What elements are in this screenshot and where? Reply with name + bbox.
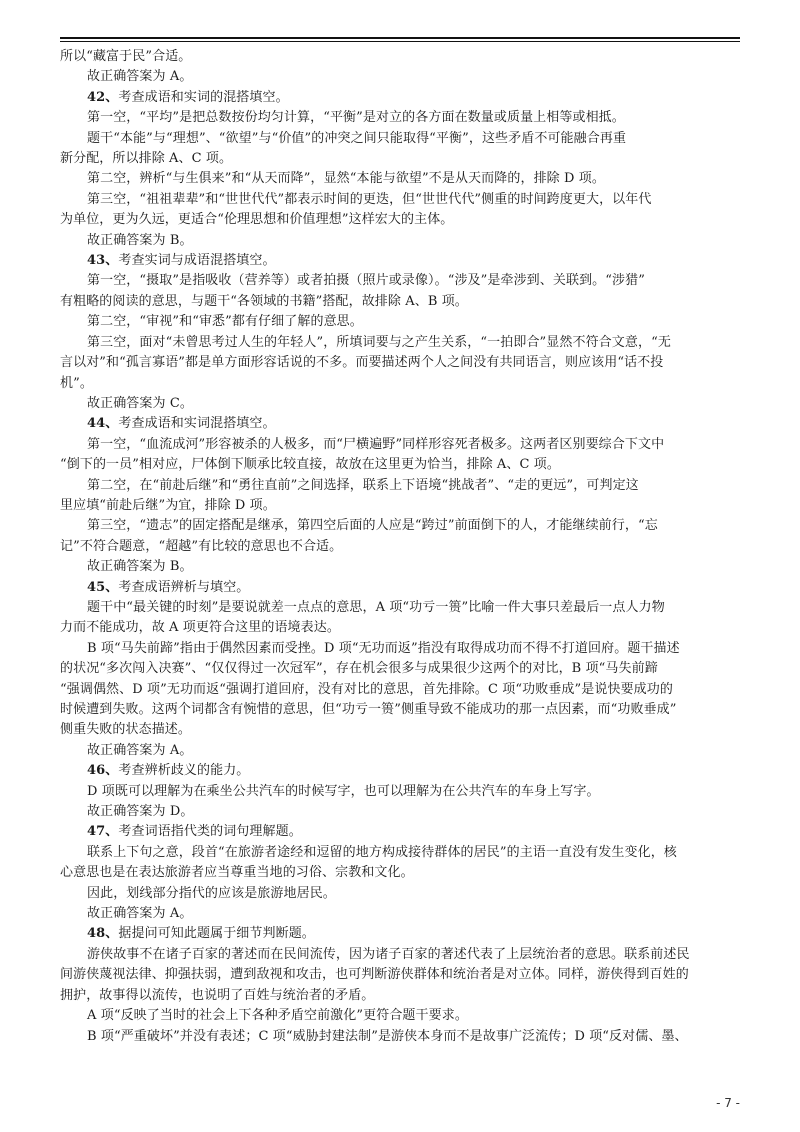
line-text: A 项“反映了当时的社会上下各种矛盾空前激化”更符合题干要求。 [87,1008,468,1024]
text-line [60,884,740,904]
question-heading [60,924,740,944]
text-line [60,680,740,700]
line-text: 言以对”和“孤言寡语”都是单方面形容话说的不多。而要描述两个人之间没有共同语言，则应该用“话不投 [60,355,664,371]
question-number: 46、 [87,763,119,779]
page-number: - 7 - [716,1096,740,1110]
text-line [60,312,740,332]
line-text: 考查成语和实词混搭填空。 [118,416,276,432]
line-text: 故正确答案为 A。 [87,742,193,758]
text-line [60,271,740,291]
text-line [60,210,740,230]
text-line [60,618,740,638]
text-line [60,986,740,1006]
text-line [60,598,740,618]
text-line [60,965,740,985]
line-text: 故正确答案为 D。 [87,804,194,820]
question-number: 47、 [87,824,119,840]
question-heading [60,251,740,271]
text-line [60,149,740,169]
question-heading [60,88,740,108]
line-text: 考查成语辨析与填空。 [118,579,250,595]
text-line [60,67,740,87]
line-text: 故正确答案为 B。 [87,232,193,248]
text-line [60,904,740,924]
line-text: D 项既可以理解为在乘坐公共汽车的时候写字，也可以理解为在公共汽车的车身上写字。 [87,783,600,799]
line-text: 第一空，“摄取”是指吸收（营养等）或者拍摄（照片或录像）。“涉及”是牵涉到、关联到。“涉猎” [87,273,645,289]
text-line [60,720,740,740]
line-text: 的状况“多次闯入决赛”、“仅仅得过一次冠军”，存在机会很多与成果很少这两个的对比，B 项“马失前蹄 [60,661,658,677]
line-text: 记”不符合题意，“超越”有比较的意思也不合适。 [60,538,343,554]
text-line [60,333,740,353]
text-line [60,47,740,67]
question-number: 42、 [87,89,119,105]
text-line [60,537,740,557]
line-text: B 项“马失前蹄”指由于偶然因素而受挫。D 项“无功而返”指没有取得成功而不得不打道回府。题干描述 [87,640,680,656]
line-text: 有粗略的阅读的意思，与题干“各领域的书籍”搭配，故排除 A、B 项。 [60,293,468,309]
text-line [60,353,740,373]
text-line [60,782,740,802]
text-line [60,374,740,394]
text-line [60,394,740,414]
text-line [60,802,740,822]
text-line [60,496,740,516]
line-text: 考查词语指代类的词句理解题。 [118,824,302,840]
text-line [60,557,740,577]
line-text: 题干中“最关键的时刻”是要说就差一点点的意思，A 项“功亏一篑”比喻一件大事只差最后一点人力物 [87,599,665,615]
question-number: 43、 [87,253,119,269]
text-line [60,863,740,883]
text-line [60,435,740,455]
question-number: 44、 [87,416,119,432]
question-number: 48、 [87,926,119,942]
line-text: 第三空，面对“未曾思考过人生的年轻人”，所填词要与之产生关系，“一拍即合”显然不符合文意，“无 [87,334,671,350]
text-line [60,476,740,496]
line-text: 联系上下句之意，段首“在旅游者途经和逗留的地方构成接待群体的居民”的主语一直没有发生变化，核 [87,844,677,860]
text-line [60,292,740,312]
line-text: 考查辨析歧义的能力。 [118,763,250,779]
line-text: 为单位，更为久远，更适合“伦理思想和价值理想”这样宏大的主体。 [60,212,454,228]
line-text: 心意思也是在表达旅游者应当尊重当地的习俗、宗教和文化。 [60,865,414,881]
line-text: 题干“本能”与“理想”、“欲望”与“价值”的冲突之间只能取得“平衡”，这些矛盾不可能融合再重 [87,130,627,146]
line-text: 因此，划线部分指代的应该是旅游地居民。 [87,885,336,901]
text-line [60,700,740,720]
line-text: 间游侠蔑视法律、抑强扶弱，遭到敌视和攻击，也可判断游侠群体和统治者是对立体。同样，游侠得到百姓的 [60,967,689,983]
line-text: 故正确答案为 C。 [87,395,193,411]
line-text: 时候遭到失败。这两个词都含有惋惜的意思，但“功亏一篑”侧重导致不能成功的那一点因素，而“功败垂成” [60,702,677,717]
question-number: 45、 [87,579,119,595]
text-line [60,129,740,149]
text-line [60,169,740,189]
header-rule-thin [60,41,740,42]
text-line [60,659,740,679]
line-text: 考查实词与成语混搭填空。 [118,253,276,269]
line-text: 机”。 [60,375,93,391]
text-line [60,945,740,965]
text-line [60,516,740,536]
question-heading [60,761,740,781]
text-line [60,1006,740,1026]
question-heading [60,822,740,842]
line-text: 考查成语和实词的混搭填空。 [118,89,289,105]
text-line [60,231,740,251]
line-text: 所以“藏富于民”合适。 [60,49,192,64]
line-text: 第二空，在“前赴后继”和“勇往直前”之间选择，联系上下语境“挑战者”、“走的更远”，可判定这 [87,477,639,493]
text-line [60,639,740,659]
text-line [60,741,740,761]
line-text: 第三空，“祖祖辈辈”和“世世代代”都表示时间的更迭，但“世世代代”侧重的时间跨度更大，以年代 [87,191,652,207]
document-body [60,47,740,1047]
line-text: 第二空，“审视”和“审悉”都有仔细了解的意思。 [87,314,363,330]
line-text: 故正确答案为 B。 [87,559,193,575]
line-text: 拥护，故事得以流传，也说明了百姓与统治者的矛盾。 [60,987,375,1003]
question-heading [60,578,740,598]
line-text: 故正确答案为 A。 [87,69,193,85]
text-line [60,455,740,475]
text-line [60,190,740,210]
text-line [60,1027,740,1047]
text-line [60,108,740,128]
question-heading [60,414,740,434]
line-text: 第一空，“平均”是把总数按份均匀计算，“平衡”是对立的各方面在数量或质量上相等或相抵。 [87,110,625,126]
line-text: 第二空，辨析“与生俱来”和“从天而降”，显然“本能与欲望”不是从天而降的，排除 D 项。 [87,171,605,187]
text-line [60,843,740,863]
line-text: “强调偶然、D 项”无功而返“强调打道回府，没有对比的意思，首先排除。C 项“功败垂成”是说快要成功的 [60,681,673,697]
line-text: 游侠故事不在诸子百家的著述而在民间流传，因为诸子百家的著述代表了上层统治者的意思。联系前述民 [87,946,690,962]
line-text: 第一空，“血流成河”形容被杀的人极多，而“尸横遍野”同样形容死者极多。这两者区别要综合下文中 [87,436,665,452]
line-text: “倒下的一员”相对应，尸体倒下顺承比较直接，故放在这里更为恰当，排除 A、C 项。 [60,457,560,473]
line-text: 侧重失败的状态描述。 [60,722,192,738]
line-text: B 项“严重破坏”并没有表述；C 项“威胁封建法制”是游侠本身而不是故事广泛流传；D 项“反对儒、墨、 [87,1028,688,1044]
line-text: 里应填“前赴后继”为宜，排除 D 项。 [60,497,276,513]
line-text: 据提问可知此题属于细节判断题。 [118,926,315,942]
line-text: 故正确答案为 A。 [87,906,193,922]
header-rule-thick [60,37,740,39]
line-text: 第三空，“遗志”的固定搭配是继承，第四空后面的人应是“跨过”前面倒下的人，才能继续前行，“忘 [87,518,658,534]
line-text: 新分配，所以排除 A、C 项。 [60,151,233,167]
line-text: 力而不能成功，故 A 项更符合这里的语境表达。 [60,620,340,636]
